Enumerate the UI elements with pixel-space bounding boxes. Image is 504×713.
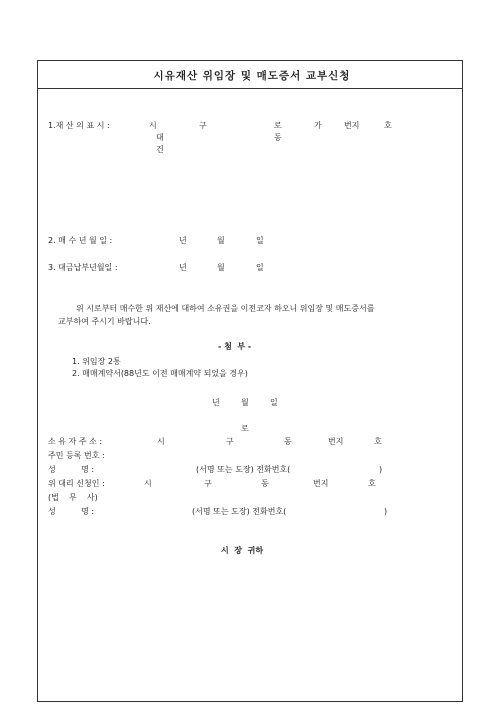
payment-date-year: 년 <box>179 263 187 272</box>
address-ro: 로 <box>241 424 249 433</box>
attachment-item-1: 1. 위임장 2통 <box>72 357 121 366</box>
owner-beonji: 번지 <box>328 437 344 446</box>
purchase-date-year: 년 <box>179 236 187 245</box>
agent-phone-close: ) <box>384 507 388 516</box>
request-text-line1: 위 시로부터 매수한 위 재산에 대하여 소유권을 이전코자 하오니 위임장 및 매도증서를 <box>76 304 375 313</box>
purchase-date-day: 일 <box>256 236 264 245</box>
property-ho: 호 <box>384 121 392 130</box>
owner-address-label: 소 유 자 주 소 : <box>48 437 103 446</box>
payment-date-day: 일 <box>256 263 264 272</box>
property-ro: 로 <box>274 121 282 130</box>
property-gu: 구 <box>199 121 207 130</box>
form-frame <box>37 60 463 702</box>
application-date-year: 년 <box>212 398 220 407</box>
application-date-day: 일 <box>270 398 278 407</box>
property-beonji: 번지 <box>344 121 360 130</box>
owner-si: 시 <box>157 437 165 446</box>
agent-ho: 호 <box>368 479 376 488</box>
agent-sign-phone: (서명 또는 도장) 전화번호( <box>192 507 287 516</box>
agent-gu: 구 <box>204 479 212 488</box>
agent-dong: 동 <box>261 479 269 488</box>
owner-ho: 호 <box>374 437 382 446</box>
application-date-month: 월 <box>241 398 249 407</box>
property-geon: 건 <box>156 145 164 154</box>
request-text-line2: 교부하여 주시기 바랍니다. <box>58 317 151 326</box>
owner-gu: 구 <box>226 437 234 446</box>
agent-address-label: 위 대리 신청인 : <box>48 479 105 488</box>
property-dae: 대 <box>156 133 164 142</box>
purchase-date-label: 2. 매 수 년 월 일 : <box>48 236 113 245</box>
agent-firm-label: (법 무 사) <box>48 493 98 502</box>
attachment-item-2: 2. 매매계약서(88년도 이전 매매계약 되었을 경우) <box>72 369 248 378</box>
agent-si: 시 <box>144 479 152 488</box>
property-dong: 동 <box>274 133 282 142</box>
form-title: 시유재산 위임장 및 매도증서 교부신청 <box>153 70 351 82</box>
owner-phone-close: ) <box>379 465 383 474</box>
owner-dong: 동 <box>284 437 292 446</box>
owner-name-label: 성 명 : <box>48 465 95 474</box>
payment-date-label: 3. 대금납부년월일 : <box>48 263 118 272</box>
agent-name-label: 성 명 : <box>48 507 95 516</box>
recipient: 시 장 귀하 <box>221 546 264 555</box>
purchase-date-month: 월 <box>217 236 225 245</box>
owner-id-label: 주민 등록 번호 : <box>48 451 105 460</box>
property-label: 1.재 산 의 표 시 : <box>48 121 110 130</box>
payment-date-month: 월 <box>217 263 225 272</box>
property-ga: 가 <box>314 121 322 130</box>
attachments-heading: - 첨 부 - <box>218 342 252 351</box>
owner-sign-phone: (서명 또는 도장) 전화번호( <box>196 465 291 474</box>
property-si: 시 <box>149 121 157 130</box>
title-divider <box>38 88 462 89</box>
agent-beonji: 번지 <box>313 479 329 488</box>
